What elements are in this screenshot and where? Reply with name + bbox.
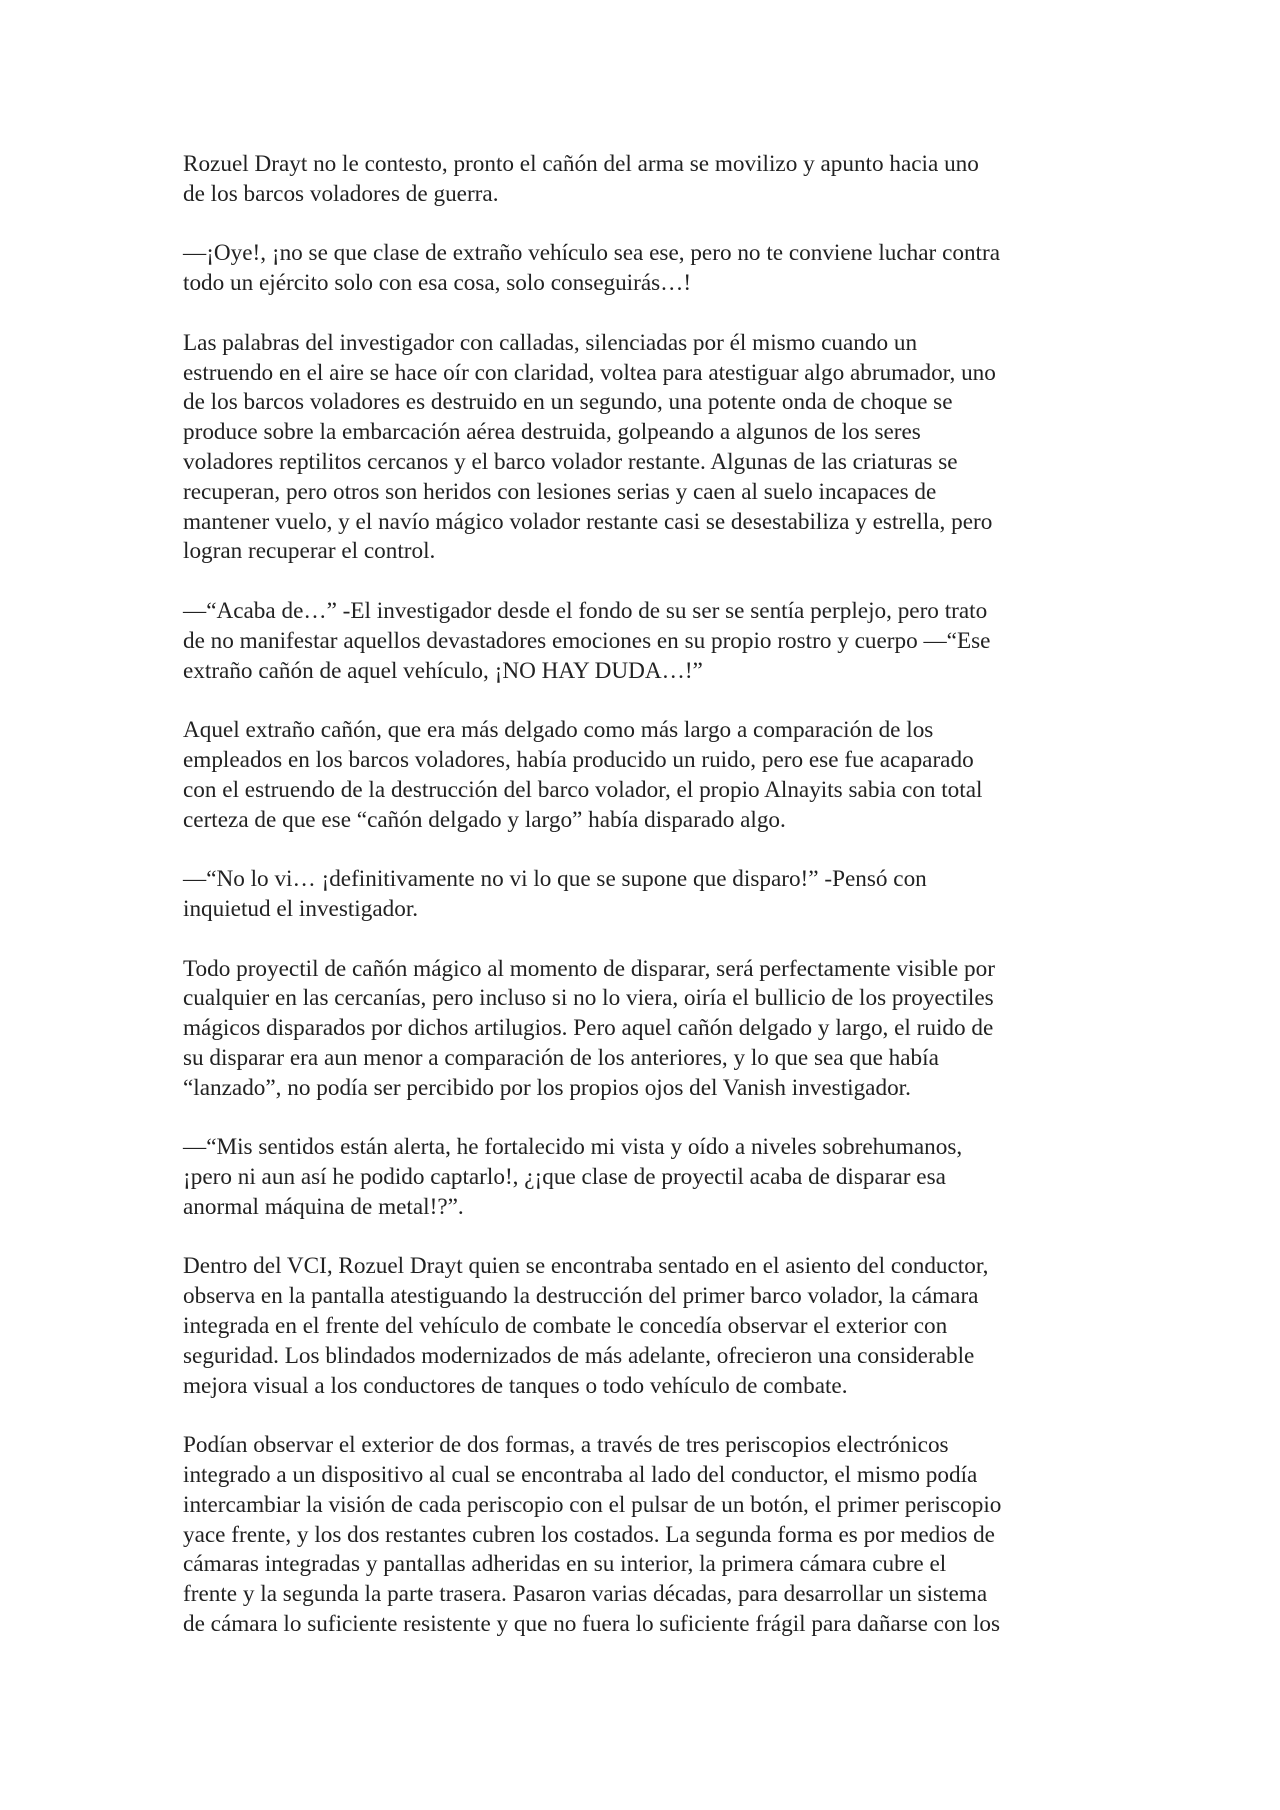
- text-line: —“Acaba de…” -El investigador desde el fondo de su ser se sentía perplejo, pero trato: [183, 597, 988, 624]
- paragraph: [183, 1133, 1103, 1222]
- text-line: integrada en el frente del vehículo de combate le concedía observar el exterior con: [183, 1313, 948, 1340]
- text-line: cualquier en las cercanías, pero incluso si no lo viera, oiría el bullicio de los proyectiles: [183, 985, 994, 1012]
- paragraph: [183, 239, 1103, 299]
- text-line: frente y la segunda la parte trasera. Pasaron varias décadas, para desarrollar un sistema: [183, 1581, 988, 1608]
- text-line: extraño cañón de aquel vehículo, ¡NO HAY DUDA…!”: [183, 657, 703, 684]
- text-line: cámaras integradas y pantallas adheridas en su interior, la primera cámara cubre el: [183, 1551, 947, 1578]
- text-line: de no manifestar aquellos devastadores emociones en su propio rostro y cuerpo —“Ese: [183, 627, 991, 654]
- text-line: inquietud el investigador.: [183, 895, 419, 922]
- text-line: mágicos disparados por dichos artilugios. Pero aquel cañón delgado y largo, el ruido de: [183, 1015, 994, 1042]
- text-line: Las palabras del investigador con calladas, silenciadas por él mismo cuando un: [183, 329, 918, 356]
- text-line: Todo proyectil de cañón mágico al momento de disparar, será perfectamente visible por: [183, 955, 995, 982]
- text-line: integrado a un dispositivo al cual se encontraba al lado del conductor, el mismo podía: [183, 1462, 978, 1489]
- text-line: Podían observar el exterior de dos formas, a través de tres periscopios electrónicos: [183, 1432, 949, 1459]
- text-line: produce sobre la embarcación aérea destruida, golpeando a algunos de los seres: [183, 419, 921, 446]
- text-line: —“Mis sentidos están alerta, he fortalecido mi vista y oído a niveles sobrehumanos,: [183, 1134, 963, 1161]
- paragraph: [183, 955, 1103, 1104]
- text-line: de cámara lo suficiente resistente y que no fuera lo suficiente frágil para dañarse con los: [183, 1611, 1001, 1638]
- text-line: Dentro del VCI, Rozuel Drayt quien se encontraba sentado en el asiento del conductor,: [183, 1253, 989, 1280]
- paragraph: [183, 1252, 1103, 1401]
- text-line: intercambiar la visión de cada periscopio con el pulsar de un botón, el primer periscopio: [183, 1491, 1002, 1518]
- text-line: ¡pero ni aun así he podido captarlo!, ¿¡que clase de proyectil acaba de disparar esa: [183, 1164, 946, 1191]
- text-line: todo un ejército solo con esa cosa, solo conseguirás…!: [183, 270, 692, 297]
- text-line: empleados en los barcos voladores, había producido un ruido, pero ese fue acaparado: [183, 746, 974, 773]
- paragraph: [183, 329, 1103, 567]
- document-body: [183, 150, 1103, 1640]
- text-line: voladores reptilitos cercanos y el barco volador restante. Algunas de las criaturas se: [183, 448, 958, 475]
- text-line: de los barcos voladores es destruido en un segundo, una potente onda de choque se: [183, 389, 953, 416]
- paragraph: [183, 597, 1103, 686]
- text-line: de los barcos voladores de guerra.: [183, 180, 499, 207]
- text-line: estruendo en el aire se hace oír con claridad, voltea para atestiguar algo abrumador, uno: [183, 359, 996, 386]
- text-line: con el estruendo de la destrucción del barco volador, el propio Alnayits sabia con total: [183, 776, 983, 803]
- text-line: seguridad. Los blindados modernizados de más adelante, ofrecieron una considerable: [183, 1342, 975, 1369]
- text-line: certeza de que ese “cañón delgado y largo” había disparado algo.: [183, 806, 786, 833]
- text-line: Aquel extraño cañón, que era más delgado como más largo a comparación de los: [183, 717, 934, 744]
- text-line: mantener vuelo, y el navío mágico volador restante casi se desestabiliza y estrella, pero: [183, 508, 993, 535]
- paragraph: [183, 716, 1103, 835]
- text-line: —¡Oye!, ¡no se que clase de extraño vehículo sea ese, pero no te conviene luchar contra: [183, 240, 1001, 267]
- text-line: yace frente, y los dos restantes cubren los costados. La segunda forma es por medios de: [183, 1521, 995, 1548]
- text-line: su disparar era aun menor a comparación de los anteriores, y lo que sea que había: [183, 1044, 939, 1071]
- paragraph: [183, 865, 1103, 925]
- text-line: anormal máquina de metal!?”.: [183, 1193, 464, 1220]
- text-line: mejora visual a los conductores de tanques o todo vehículo de combate.: [183, 1372, 848, 1399]
- text-line: “lanzado”, no podía ser percibido por los propios ojos del Vanish investigador.: [183, 1074, 911, 1101]
- paragraph: [183, 1431, 1103, 1640]
- text-line: Rozuel Drayt no le contesto, pronto el cañón del arma se movilizo y apunto hacia uno: [183, 151, 979, 177]
- text-line: logran recuperar el control.: [183, 538, 436, 565]
- paragraph: [183, 150, 1103, 210]
- text-line: —“No lo vi… ¡definitivamente no vi lo que se supone que disparo!” -Pensó con: [183, 866, 927, 893]
- text-line: recuperan, pero otros son heridos con lesiones serias y caen al suelo incapaces de: [183, 478, 937, 505]
- text-line: observa en la pantalla atestiguando la destrucción del primer barco volador, la cámara: [183, 1283, 979, 1310]
